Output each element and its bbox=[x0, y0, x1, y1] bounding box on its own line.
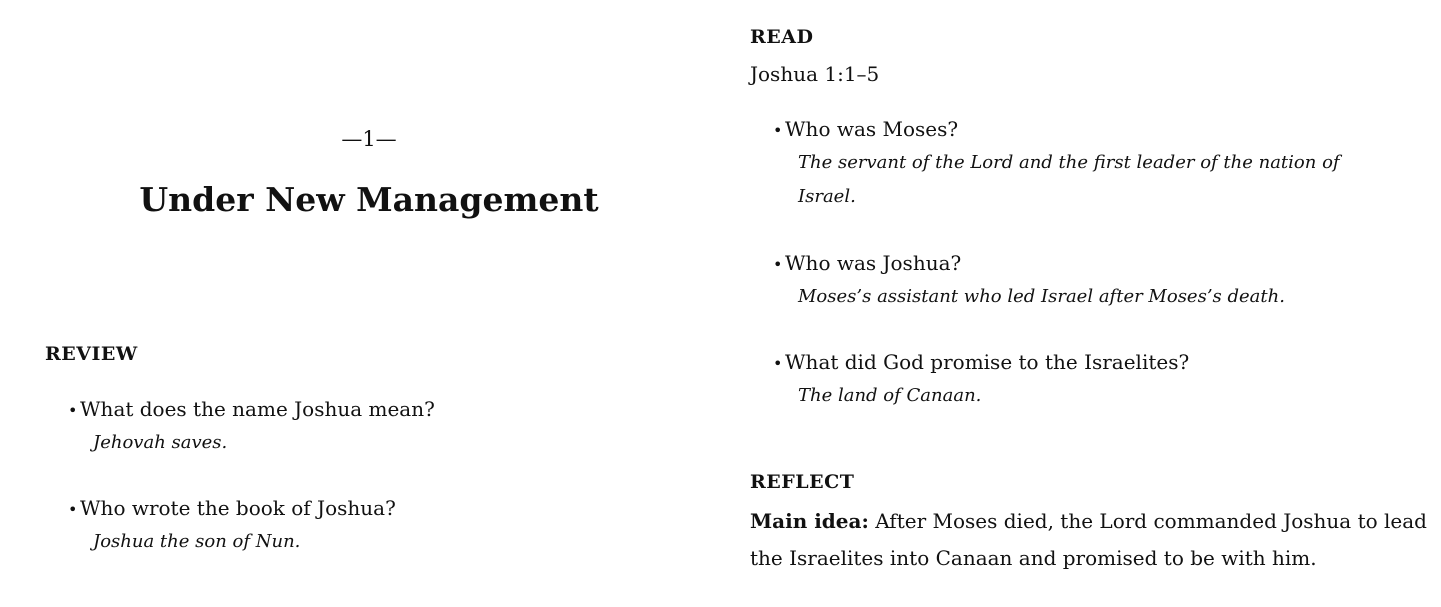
chapter-number: —1— bbox=[341, 127, 397, 151]
review-heading: REVIEW bbox=[45, 343, 138, 365]
scripture-reference: Joshua 1:1–5 bbox=[750, 62, 880, 86]
answer: Jehovah saves. bbox=[93, 432, 228, 453]
main-idea-label: Main idea: bbox=[750, 509, 869, 533]
question-text: Who wrote the book of Joshua? bbox=[80, 496, 396, 520]
question bbox=[773, 248, 1393, 280]
answer: Moses’s assistant who led Israel after Moses’s death. bbox=[798, 286, 1285, 307]
bullet: • bbox=[773, 354, 783, 373]
read-item bbox=[773, 347, 1393, 413]
answer: The servant of the Lord and the first leader of the nation of Israel. bbox=[798, 152, 1340, 207]
main-idea bbox=[750, 503, 1430, 577]
bullet: • bbox=[773, 255, 783, 274]
main-idea-text: After Moses died, the Lord commanded Joshua to lead the Israelites into Canaan and promised to be with him. bbox=[750, 509, 1427, 570]
read-item bbox=[773, 114, 1393, 214]
question bbox=[773, 114, 1393, 146]
left-page bbox=[0, 0, 720, 607]
question bbox=[68, 394, 435, 426]
reflect-heading: REFLECT bbox=[750, 471, 855, 493]
answer: The land of Canaan. bbox=[798, 385, 982, 406]
review-item bbox=[68, 493, 396, 559]
answer: Joshua the son of Nun. bbox=[93, 531, 301, 552]
read-heading: READ bbox=[750, 26, 814, 48]
bullet: • bbox=[68, 401, 78, 420]
review-item bbox=[68, 394, 435, 460]
bullet: • bbox=[773, 121, 783, 140]
bullet: • bbox=[68, 500, 78, 519]
read-item bbox=[773, 248, 1393, 314]
chapter-title: Under New Management bbox=[139, 180, 599, 219]
question bbox=[773, 347, 1393, 379]
question-text: Who was Moses? bbox=[785, 117, 959, 141]
question-text: What does the name Joshua mean? bbox=[80, 397, 435, 421]
question bbox=[68, 493, 396, 525]
question-text: Who was Joshua? bbox=[785, 251, 962, 275]
right-page bbox=[720, 0, 1441, 607]
question-text: What did God promise to the Israelites? bbox=[785, 350, 1190, 374]
